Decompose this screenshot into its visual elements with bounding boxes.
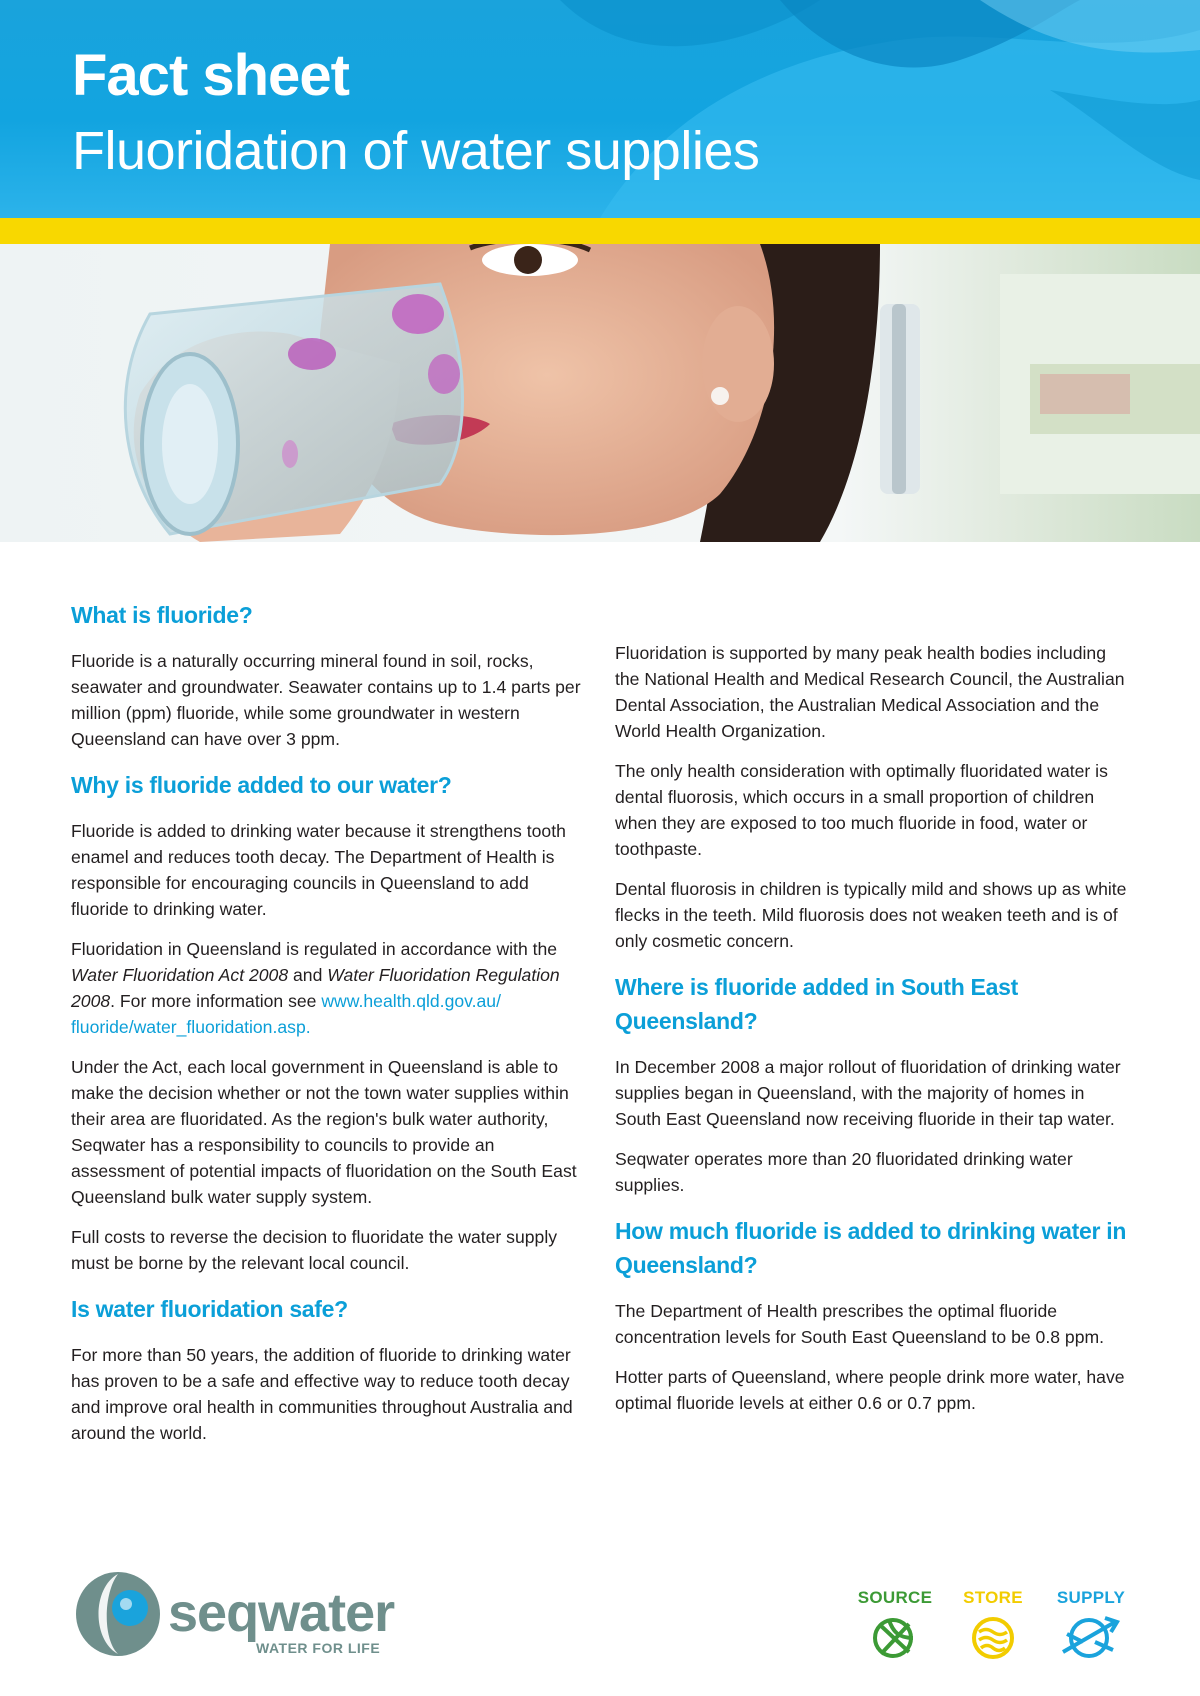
paragraph: Fluoride is added to drinking water because it strengthens tooth enamel and reduces tooth decay. The Department of Health is responsible for encouraging councils in Queensland to add fluoride to drinking water.: [71, 821, 566, 919]
header-wave-graphic: [0, 0, 1200, 218]
act-title: Water Fluoridation Act 2008: [71, 965, 289, 985]
yellow-divider-band: [0, 218, 1200, 244]
regulation-title: Water Fluoridation Regulation 2008: [71, 965, 560, 1011]
paragraph: The Department of Health prescribes the optimal fluoride concentration levels for South East Queensland to be 0.8 ppm.: [615, 1301, 1105, 1347]
paragraph: Fluoride is a naturally occurring mineral found in soil, rocks, seawater and groundwater. Seawater contains up to 1.4 parts per million (ppm) fluoride, while some groundwater in western Queensland can have over 3 ppm.: [71, 651, 581, 749]
paragraph: For more than 50 years, the addition of fluoride to drinking water has proven to be a safe and effective way to reduce tooth decay and improve oral health in communities throughout Australia and around the world.: [71, 1345, 573, 1443]
heading-why-fluoride-added: Why is fluoride added to our water?: [71, 772, 452, 798]
source-store-supply-badges: [850, 1588, 1150, 1672]
seqwater-swirl-icon: [72, 1568, 164, 1660]
health-website-link[interactable]: www.health.qld.gov.au/ fluoride/water_fluoridation.asp.: [71, 991, 501, 1037]
store-icon: [967, 1612, 1019, 1660]
paragraph: The only health consideration with optimally fluoridated water is dental fluorosis, which occurs in a small proportion of children when they are exposed to too much fluoride in food, water or toothpaste.: [615, 761, 1108, 859]
heading-how-much-fluoride: How much fluoride is added to drinking water in Queensland?: [615, 1218, 1127, 1278]
paragraph: In December 2008 a major rollout of fluoridation of drinking water supplies began in Queensland, with the majority of homes in South East Queensland now receiving fluoride in their tap water.: [615, 1057, 1121, 1129]
paragraph: Hotter parts of Queensland, where people drink more water, have optimal fluoride levels at either 0.6 or 0.7 ppm.: [615, 1367, 1125, 1413]
paragraph-regulation: Fluoridation in Queensland is regulated in accordance with the Water Fluoridation Act 2008 and Water Fluoridation Regulation 2008. For more information see www.health.qld.gov.au/ fluoride/water_fluoridation.asp.: [71, 939, 560, 1037]
badge-label: STORE: [963, 1588, 1023, 1607]
paragraph: Seqwater operates more than 20 fluoridated drinking water supplies.: [615, 1149, 1073, 1195]
header-banner: [0, 0, 1200, 218]
heading-where-fluoride-added: Where is fluoride added in South East Queensland?: [615, 974, 1018, 1034]
badge-store: [948, 1588, 1038, 1665]
woman-drinking-water-photo: [0, 244, 1200, 542]
badge-source: [850, 1588, 940, 1665]
seqwater-logo: [72, 1568, 412, 1660]
page-subtitle: Fluoridation of water supplies: [72, 121, 760, 181]
paragraph: Under the Act, each local government in Queensland is able to make the decision whether or not the town water supplies within their area are fluoridated. As the region's bulk water authority, Seqwater has a responsibility to councils to provide an assessment of potential impacts of fluoridation on the South East Queensland bulk water supply system.: [71, 1057, 577, 1207]
source-icon: [869, 1612, 921, 1660]
heading-is-fluoridation-safe: Is water fluoridation safe?: [71, 1296, 348, 1322]
badge-supply: [1046, 1588, 1136, 1665]
badge-label: SOURCE: [857, 1588, 933, 1607]
supply-icon: [1059, 1612, 1123, 1660]
right-column: [615, 640, 1135, 1416]
logo-wordmark: seqwater: [168, 1583, 395, 1643]
badge-label: SUPPLY: [1056, 1588, 1126, 1607]
heading-what-is-fluoride: What is fluoride?: [71, 602, 253, 628]
left-column: [71, 598, 591, 1446]
paragraph: Dental fluorosis in children is typically mild and shows up as white flecks in the teeth. Mild fluorosis does not weaken teeth and is of only cosmetic concern.: [615, 879, 1127, 951]
paragraph: Fluoridation is supported by many peak health bodies including the National Health and Medical Research Council, the Australian Dental Association, the Australian Medical Association and the World Health Organization.: [615, 643, 1125, 741]
page-title: Fact sheet: [72, 43, 349, 108]
paragraph: Full costs to reverse the decision to fluoridate the water supply must be borne by the relevant local council.: [71, 1227, 558, 1273]
logo-tagline: WATER FOR LIFE: [256, 1640, 381, 1656]
